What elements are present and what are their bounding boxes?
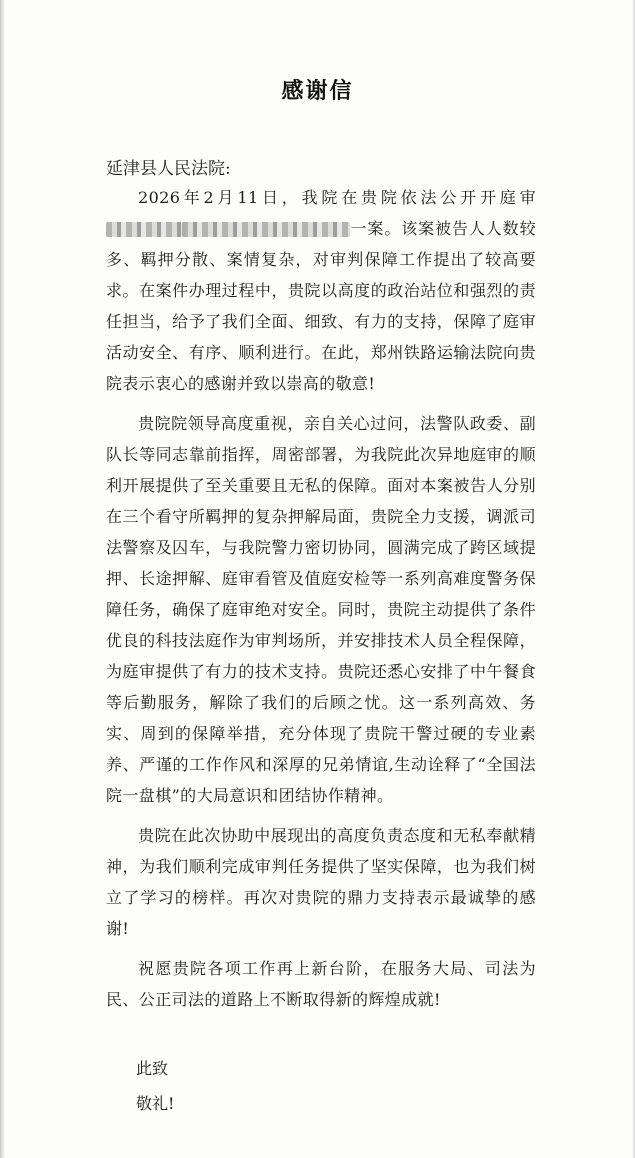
letter-body [106,182,536,1024]
paragraph-4: 祝愿贵院各项工作再上新台阶，在服务大局、司法为民、公正司法的道路上不断取得新的辉煌成就! [106,959,536,1009]
paragraph-1 [106,182,536,399]
paragraph-3: 贵院在此次协助中展现出的高度负责态度和无私奉献精神，为我们顺利完成审判任务提供了坚实保障，也为我们树立了学习的榜样。再次对贵院的鼎力支持表示最诚挚的感谢! [106,826,536,938]
paragraph-1-rest: 一案。该案被告人人数较多、羁押分散、案情复杂，对审判保障工作提出了较高要求。在案件办理过程中，贵院以高度的政治站位和强烈的责任担当，给予了我们全面、细致、有力的支持，保障了庭审活动安全、有序、顺利进行。在此，郑州铁路运输法院向贵院表示衷心的感谢并致以崇高的敬意! [106,219,536,393]
redacted-case-name-2 [182,222,350,237]
paragraph-2: 贵院院领导高度重视，亲自关心过问，法警队政委、副队长等同志靠前指挥，周密部署，为我院此次异地庭审的顺利开展提供了至关重要且无私的保障。面对本案被告人分别在三个看守所羁押的复杂押解局面，贵院全力支援，调派司法警察及囚车，与我院警力密切协同，圆满完成了跨区域提押、长途押解、庭审看管及值庭安检等一系列高难度警务保障任务，确保了庭审绝对安全。同时，贵院主动提供了条件优良的科技法庭作为审判场所，并安排技术人员全程保障，为庭审提供了有力的技术支持。贵院还悉心安排了中午餐食等后勤服务，解除了我们的后顾之忧。这一系列高效、务实、周到的保障举措，充分体现了贵院干警过硬的专业素养、严谨的工作作风和深厚的兄弟情谊,生动诠释了“全国法院一盘棋”的大局意识和团结协作精神。 [106,414,536,805]
paragraph-1-lead: 2026年2月11日，我院在贵院依法公开开庭审 [138,188,536,207]
closing-salute: 敬礼! [136,1094,175,1113]
salutation: 延津县人民法院: [106,159,231,179]
scan-shadow-left [0,0,5,1158]
letter-title: 感谢信 [281,79,354,104]
redacted-case-name-1 [106,222,186,237]
closing-greeting: 此致 [136,1059,169,1078]
